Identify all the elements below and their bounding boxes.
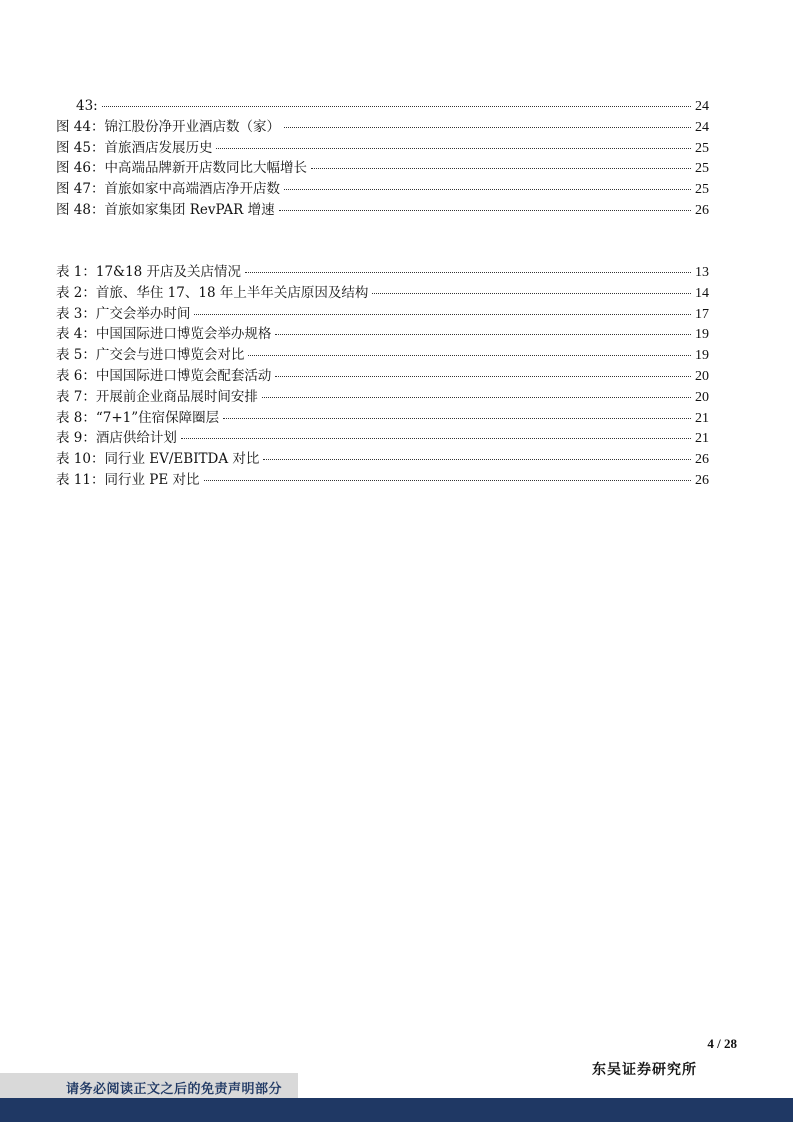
toc-entry[interactable] xyxy=(56,428,709,449)
dot-leader xyxy=(102,105,691,107)
toc-entry-label: 表 9：酒店供给计划 xyxy=(56,430,177,447)
toc-entry[interactable] xyxy=(56,262,709,283)
toc-entry-page: 25 xyxy=(695,140,709,156)
toc-entry-label: 表 6：中国国际进口博览会配套活动 xyxy=(56,367,272,384)
dot-leader xyxy=(372,292,691,294)
toc-entry[interactable] xyxy=(56,96,709,117)
toc-entry-label: 图 45：首旅酒店发展历史 xyxy=(56,139,213,156)
toc-entry-page: 19 xyxy=(695,327,709,343)
toc-entry[interactable] xyxy=(56,324,709,345)
toc-entry-label: 图 46：中高端品牌新开店数同比大幅增长 xyxy=(56,160,307,177)
toc-entry-label: 43: xyxy=(76,98,98,114)
toc-entry[interactable] xyxy=(56,117,709,138)
toc-entry-page: 14 xyxy=(695,285,709,301)
dot-leader xyxy=(245,271,691,273)
toc-entry[interactable] xyxy=(56,179,709,200)
dot-leader xyxy=(194,313,691,315)
toc-entry-page: 24 xyxy=(695,99,709,114)
toc-entry-label: 图 48：首旅如家集团 RevPAR 增速 xyxy=(56,201,275,218)
toc-entry-page: 20 xyxy=(695,368,709,384)
toc-entry-page: 13 xyxy=(695,265,709,280)
toc-entry-label: 图 47：首旅如家中高端酒店净开店数 xyxy=(56,181,280,198)
dot-leader xyxy=(262,396,691,398)
toc-entry-label: 表 8：“7+1”住宿保障圈层 xyxy=(56,409,220,426)
toc-entry-label: 表 5：广交会与进口博览会对比 xyxy=(56,347,245,364)
dot-leader xyxy=(279,209,691,211)
toc-entry-label: 表 2：首旅、华住 17、18 年上半年关店原因及结构 xyxy=(56,284,369,301)
dot-leader xyxy=(204,479,692,481)
toc-entry-label: 表 7：开展前企业商品展时间安排 xyxy=(56,388,258,405)
dot-leader xyxy=(284,126,691,128)
toc-entry[interactable] xyxy=(56,470,709,491)
toc-entry-page: 17 xyxy=(695,306,709,322)
toc-entry[interactable] xyxy=(56,366,709,387)
dot-leader xyxy=(181,437,691,439)
toc-entry-page: 24 xyxy=(695,119,709,135)
dot-leader xyxy=(284,188,691,190)
toc-entry-page: 21 xyxy=(695,431,709,447)
toc-entry-label: 表 10：同行业 EV/EBITDA 对比 xyxy=(56,451,260,468)
toc-entry[interactable] xyxy=(56,408,709,429)
dot-leader xyxy=(216,147,691,149)
toc-entry-page: 20 xyxy=(695,389,709,405)
figure-list xyxy=(56,96,709,221)
toc-entry-page: 26 xyxy=(695,202,709,218)
toc-entry[interactable] xyxy=(56,200,709,221)
toc-entry[interactable] xyxy=(56,138,709,159)
company-name: 东吴证券研究所 xyxy=(592,1062,697,1078)
footer-bar xyxy=(0,1098,793,1122)
toc-entry-page: 25 xyxy=(695,182,709,198)
toc-entry-page: 25 xyxy=(695,161,709,177)
toc-entry[interactable] xyxy=(56,283,709,304)
dot-leader xyxy=(263,458,691,460)
toc-entry[interactable] xyxy=(56,449,709,470)
toc-entry[interactable] xyxy=(56,387,709,408)
toc-entry-label: 表 1：17&18 开店及关店情况 xyxy=(56,264,242,280)
dot-leader xyxy=(223,417,691,419)
dot-leader xyxy=(248,354,691,356)
toc-entry-page: 26 xyxy=(695,452,709,468)
toc-entry[interactable] xyxy=(56,345,709,366)
toc-entry[interactable] xyxy=(56,158,709,179)
toc-entry-label: 表 4：中国国际进口博览会举办规格 xyxy=(56,326,272,343)
dot-leader xyxy=(275,375,691,377)
toc-entry-page: 26 xyxy=(695,472,709,488)
toc-entry-page: 21 xyxy=(695,410,709,426)
dot-leader xyxy=(311,167,691,169)
toc-entry-label: 图 44：锦江股份净开业酒店数（家） xyxy=(56,118,280,135)
dot-leader xyxy=(275,333,691,335)
toc-entry-label: 表 11：同行业 PE 对比 xyxy=(56,471,200,488)
table-list xyxy=(56,262,709,491)
toc-entry[interactable] xyxy=(56,304,709,325)
disclaimer-text: 请务必阅读正文之后的免责声明部分 xyxy=(66,1082,283,1097)
toc-entry-page: 19 xyxy=(695,348,709,364)
toc-entry-label: 表 3：广交会举办时间 xyxy=(56,305,191,322)
page-number: 4 / 28 xyxy=(707,1036,737,1051)
